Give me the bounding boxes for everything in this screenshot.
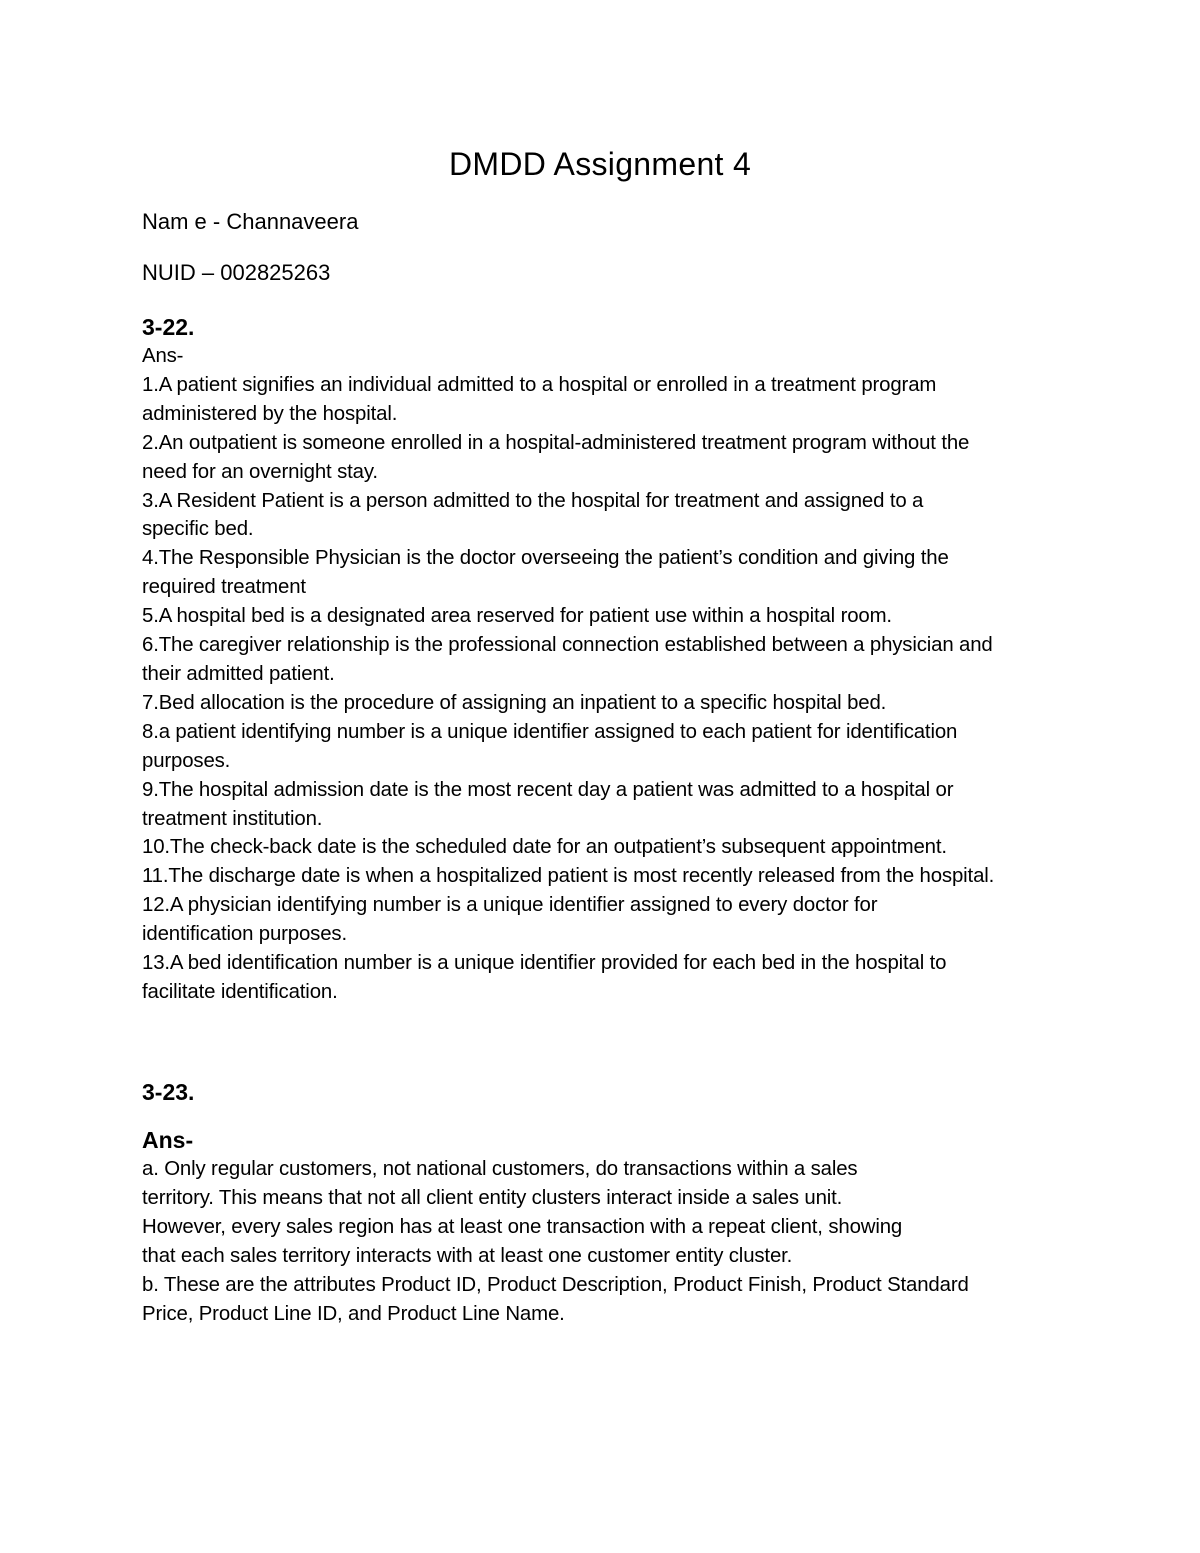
answer-line: identification purposes. [142, 923, 347, 946]
answer-line: 8.a patient identifying number is a unique identifier assigned to each patient for identification [142, 720, 958, 743]
answer-line: Price, Product Line ID, and Product Line Name. [142, 1302, 565, 1325]
answer-line: 9.The hospital admission date is the most recent day a patient was admitted to a hospital or [142, 778, 954, 801]
answer-line: a. Only regular customers, not national customers, do transactions within a sales [142, 1158, 858, 1180]
answer-line: facilitate identification. [142, 980, 338, 1003]
answer-line: specific bed. [142, 518, 254, 541]
section-heading-3-23: 3-23. [142, 1079, 195, 1105]
section-heading-3-22: 3-22. [142, 314, 195, 340]
answer-label-3-23: Ans- [142, 1127, 194, 1153]
answer-line: 1.A patient signifies an individual admitted to a hospital or enrolled in a treatment program [142, 373, 937, 396]
answer-line: 12.A physician identifying number is a unique identifier assigned to every doctor for [142, 894, 878, 917]
answer-line: 4.The Responsible Physician is the doctor overseeing the patient’s condition and giving the [142, 547, 949, 570]
answer-line: that each sales territory interacts with at least one customer entity cluster. [142, 1244, 793, 1267]
answer-line: purposes. [142, 749, 231, 772]
answer-line: 5.A hospital bed is a designated area reserved for patient use within a hospital room. [142, 605, 892, 628]
answer-line: administered by the hospital. [142, 402, 398, 425]
answer-line: Ans- [142, 345, 184, 367]
answer-line: 13.A bed identification number is a unique identifier provided for each bed in the hospital to [142, 952, 947, 975]
document-title: DMDD Assignment 4 [448, 146, 752, 182]
answer-block-3-23 [142, 1155, 1072, 1328]
answer-line: 10.The check-back date is the scheduled date for an outpatient’s subsequent appointment. [142, 836, 947, 859]
answer-line: b. These are the attributes Product ID, Product Description, Product Finish, Product Standard [142, 1273, 969, 1296]
answer-line: territory. This means that not all client entity clusters interact inside a sales unit. [142, 1186, 843, 1209]
student-name: Nam e - Channaveera [142, 209, 359, 234]
answer-line: 6.The caregiver relationship is the professional connection established between a physician and [142, 634, 993, 657]
answer-line: 7.Bed allocation is the procedure of assigning an inpatient to a specific hospital bed. [142, 691, 887, 714]
answer-line: 2.An outpatient is someone enrolled in a hospital-administered treatment program without the [142, 431, 970, 454]
student-nuid: NUID – 002825263 [142, 260, 331, 285]
answer-block-3-22 [142, 342, 1072, 1007]
answer-line: need for an overnight stay. [142, 460, 378, 483]
answer-line: 11.The discharge date is when a hospitalized patient is most recently released from the hospital. [142, 865, 995, 888]
answer-line: However, every sales region has at least one transaction with a repeat client, showing [142, 1215, 903, 1238]
answer-line: treatment institution. [142, 807, 323, 830]
answer-line: required treatment [142, 576, 306, 599]
answer-line: 3.A Resident Patient is a person admitted to the hospital for treatment and assigned to a [142, 489, 924, 512]
answer-line: their admitted patient. [142, 662, 335, 685]
